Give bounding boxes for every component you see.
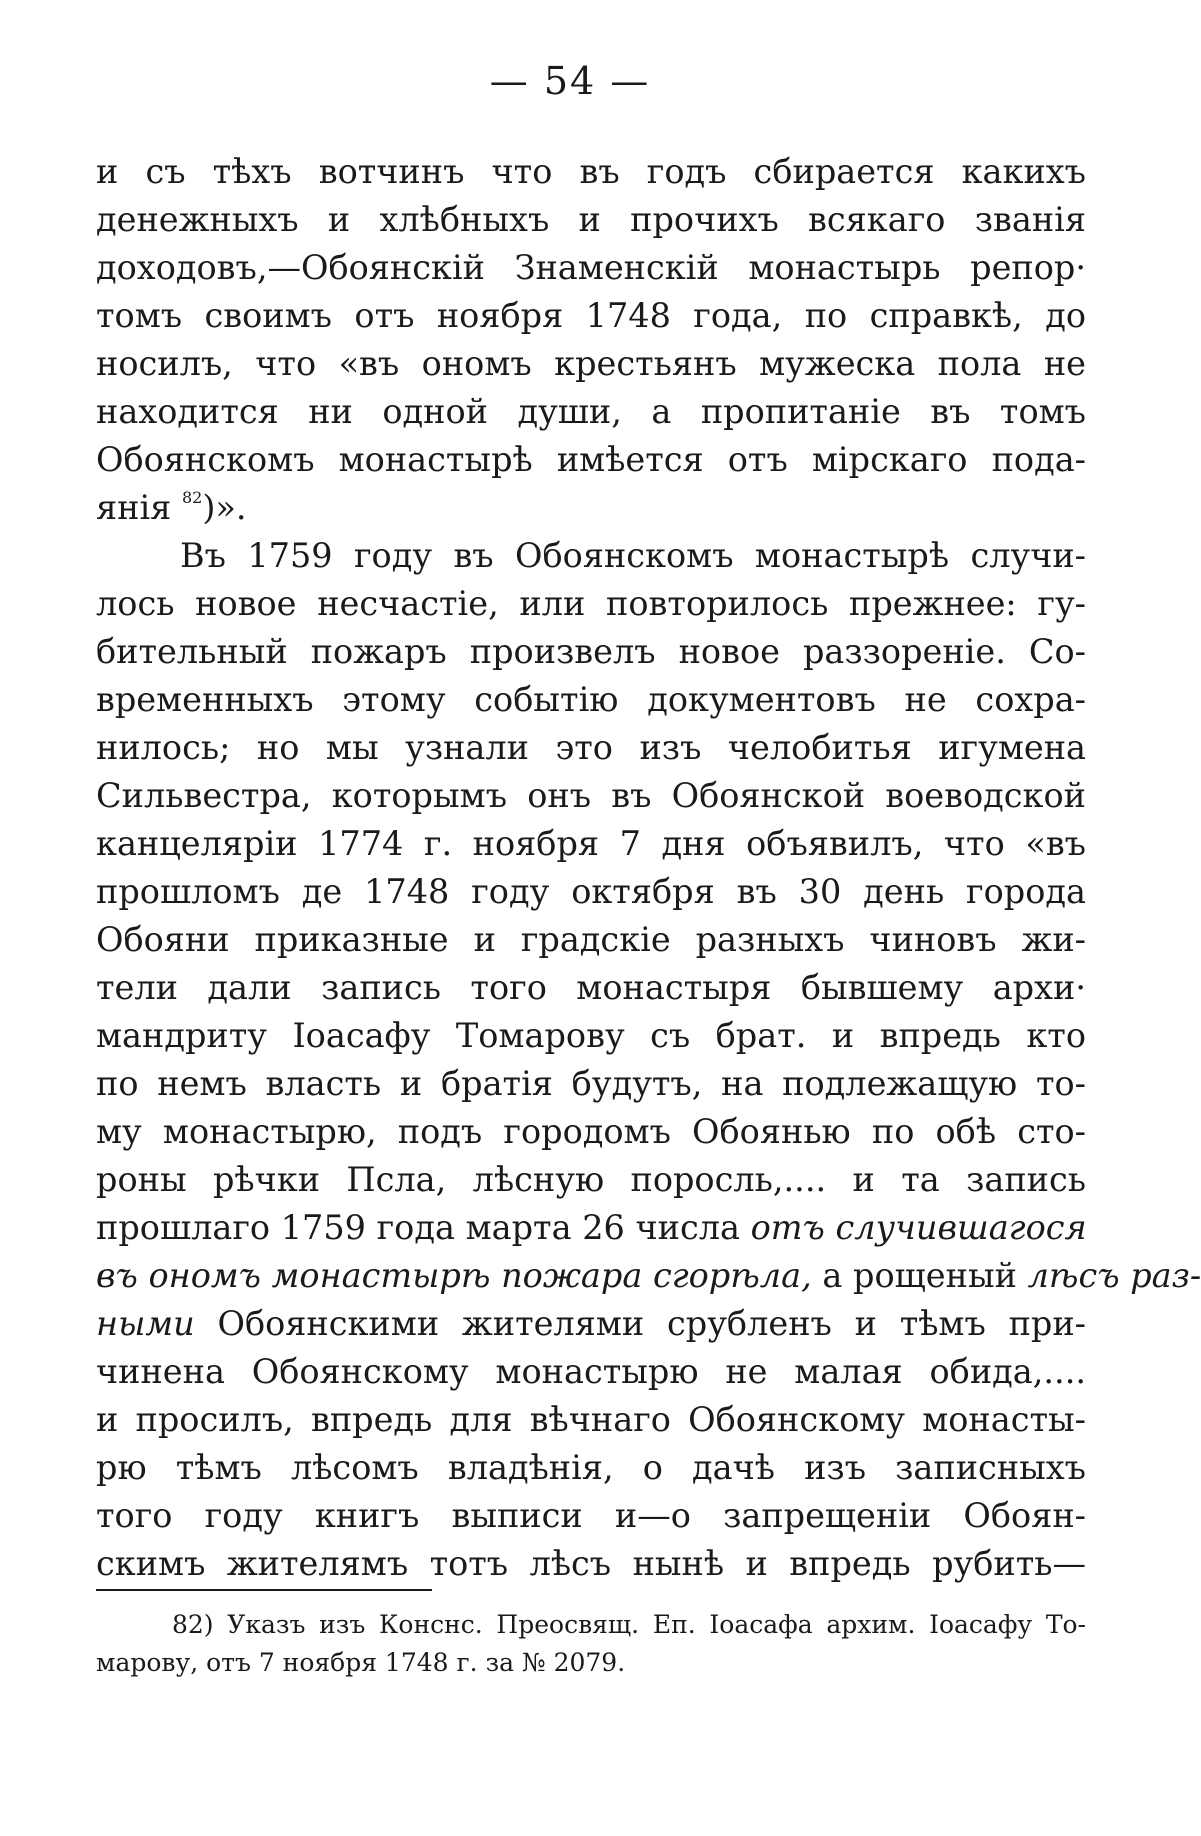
line-text: Сильвестра, которымъ онъ въ Обоянской воеводской bbox=[96, 776, 1086, 815]
text-line bbox=[96, 148, 1086, 196]
line-text: нилось; но мы узнали это изъ челобитья игумена bbox=[96, 728, 1086, 767]
line-text: и просилъ, впредь для вѣчнаго Обоянскому монасты- bbox=[96, 1400, 1086, 1439]
text-line bbox=[96, 868, 1086, 916]
line-text: томъ своимъ отъ ноября 1748 года, по справкѣ, до bbox=[96, 296, 1086, 335]
line-text: временныхъ этому событію документовъ не сохра- bbox=[96, 680, 1086, 719]
footnote-line: марову, отъ 7 ноября 1748 г. за № 2079. bbox=[96, 1648, 626, 1677]
text-line bbox=[96, 1444, 1086, 1492]
page-number: — 54 — bbox=[489, 59, 651, 103]
line-text: канцеляріи 1774 г. ноября 7 дня объявилъ, что «въ bbox=[96, 824, 1086, 863]
line-text: му монастырю, подъ городомъ Обоянью по обѣ сто- bbox=[96, 1112, 1086, 1151]
line-text: )». bbox=[202, 488, 247, 527]
text-line bbox=[96, 1348, 1086, 1396]
body-text bbox=[96, 148, 1201, 1588]
line-text: янія bbox=[96, 488, 182, 527]
text-line bbox=[96, 628, 1086, 676]
text-line bbox=[96, 1492, 1086, 1540]
text-line bbox=[96, 772, 1086, 820]
line-text: тели дали запись того монастыря бывшему архи· bbox=[96, 968, 1086, 1007]
line-text: Обоянскими жителями срубленъ и тѣмъ при- bbox=[194, 1304, 1086, 1343]
line-text: по немъ власть и братія будутъ, на подлежащую то- bbox=[96, 1064, 1086, 1103]
text-line bbox=[96, 820, 1086, 868]
footnote bbox=[96, 1606, 1086, 1682]
line-text: Въ 1759 году въ Обоянскомъ монастырѣ случи- bbox=[180, 536, 1086, 575]
text-line bbox=[96, 244, 1086, 292]
text-line bbox=[96, 676, 1086, 724]
text-line bbox=[96, 724, 1086, 772]
italic-text: въ ономъ монастырѣ пожара сгорѣла, bbox=[96, 1256, 812, 1295]
text-line bbox=[96, 1252, 1201, 1300]
line-text: носилъ, что «въ ономъ крестьянъ мужеска пола не bbox=[96, 344, 1086, 383]
line-text: находится ни одной души, а пропитаніе въ томъ bbox=[96, 392, 1086, 431]
line-text: бительный пожаръ произвелъ новое раззореніе. Со- bbox=[96, 632, 1086, 671]
italic-text: лѣсъ раз- bbox=[1027, 1256, 1201, 1295]
line-text: роны рѣчки Псла, лѣсную поросль,.... и та запись bbox=[96, 1160, 1086, 1199]
text-line bbox=[96, 388, 1086, 436]
line-text: рю тѣмъ лѣсомъ владѣнія, о дачѣ изъ записныхъ bbox=[96, 1448, 1086, 1487]
line-text: мандриту Іоасафу Томарову съ брат. и впредь кто bbox=[96, 1016, 1086, 1055]
line-text: чинена Обоянскому монастырю не малая обида,.... bbox=[96, 1352, 1086, 1391]
text-line bbox=[96, 1012, 1086, 1060]
line-text: прошломъ де 1748 году октября въ 30 день города bbox=[96, 872, 1086, 911]
footnote-divider bbox=[96, 1589, 432, 1591]
text-line bbox=[96, 1396, 1086, 1444]
text-line bbox=[96, 340, 1086, 388]
text-line bbox=[96, 1300, 1086, 1348]
text-line bbox=[96, 916, 1086, 964]
text-line bbox=[96, 964, 1086, 1012]
text-line bbox=[96, 1204, 1086, 1252]
footnote-marker: 82 bbox=[181, 488, 203, 507]
line-text: а рощеный bbox=[811, 1256, 1028, 1295]
line-text: прошлаго 1759 года марта 26 числа bbox=[96, 1208, 751, 1247]
text-line bbox=[96, 580, 1086, 628]
footnote-line: 82) Указъ изъ Конснс. Преосвящ. Еп. Іоасафа архим. Іоасафу То- bbox=[172, 1610, 1086, 1639]
line-text: Обояни приказные и градскіе разныхъ чиновъ жи- bbox=[96, 920, 1086, 959]
text-line bbox=[96, 1060, 1086, 1108]
text-line bbox=[96, 1156, 1086, 1204]
text-line bbox=[96, 532, 1086, 580]
text-line bbox=[96, 1540, 1086, 1588]
text-line bbox=[96, 292, 1086, 340]
text-line bbox=[96, 484, 1086, 532]
line-text: того году книгъ выписи и—о запрещеніи Обоян- bbox=[96, 1496, 1086, 1535]
line-text: лось новое несчастіе, или повторилось прежнее: гу- bbox=[96, 584, 1086, 623]
line-text: скимъ жителямъ тотъ лѣсъ нынѣ и впредь рубить— bbox=[96, 1544, 1086, 1583]
italic-text: отъ случившагося bbox=[750, 1208, 1087, 1247]
line-text: и съ тѣхъ вотчинъ что въ годъ сбирается какихъ bbox=[96, 152, 1086, 191]
line-text: денежныхъ и хлѣбныхъ и прочихъ всякаго званія bbox=[96, 200, 1086, 239]
text-line bbox=[96, 436, 1086, 484]
line-text: доходовъ,—Обоянскій Знаменскій монастырь репор· bbox=[96, 248, 1086, 287]
italic-text: ными bbox=[96, 1304, 195, 1343]
text-line bbox=[96, 1108, 1086, 1156]
line-text: Обоянскомъ монастырѣ имѣется отъ мірскаго пода- bbox=[96, 440, 1086, 479]
text-line bbox=[96, 196, 1086, 244]
